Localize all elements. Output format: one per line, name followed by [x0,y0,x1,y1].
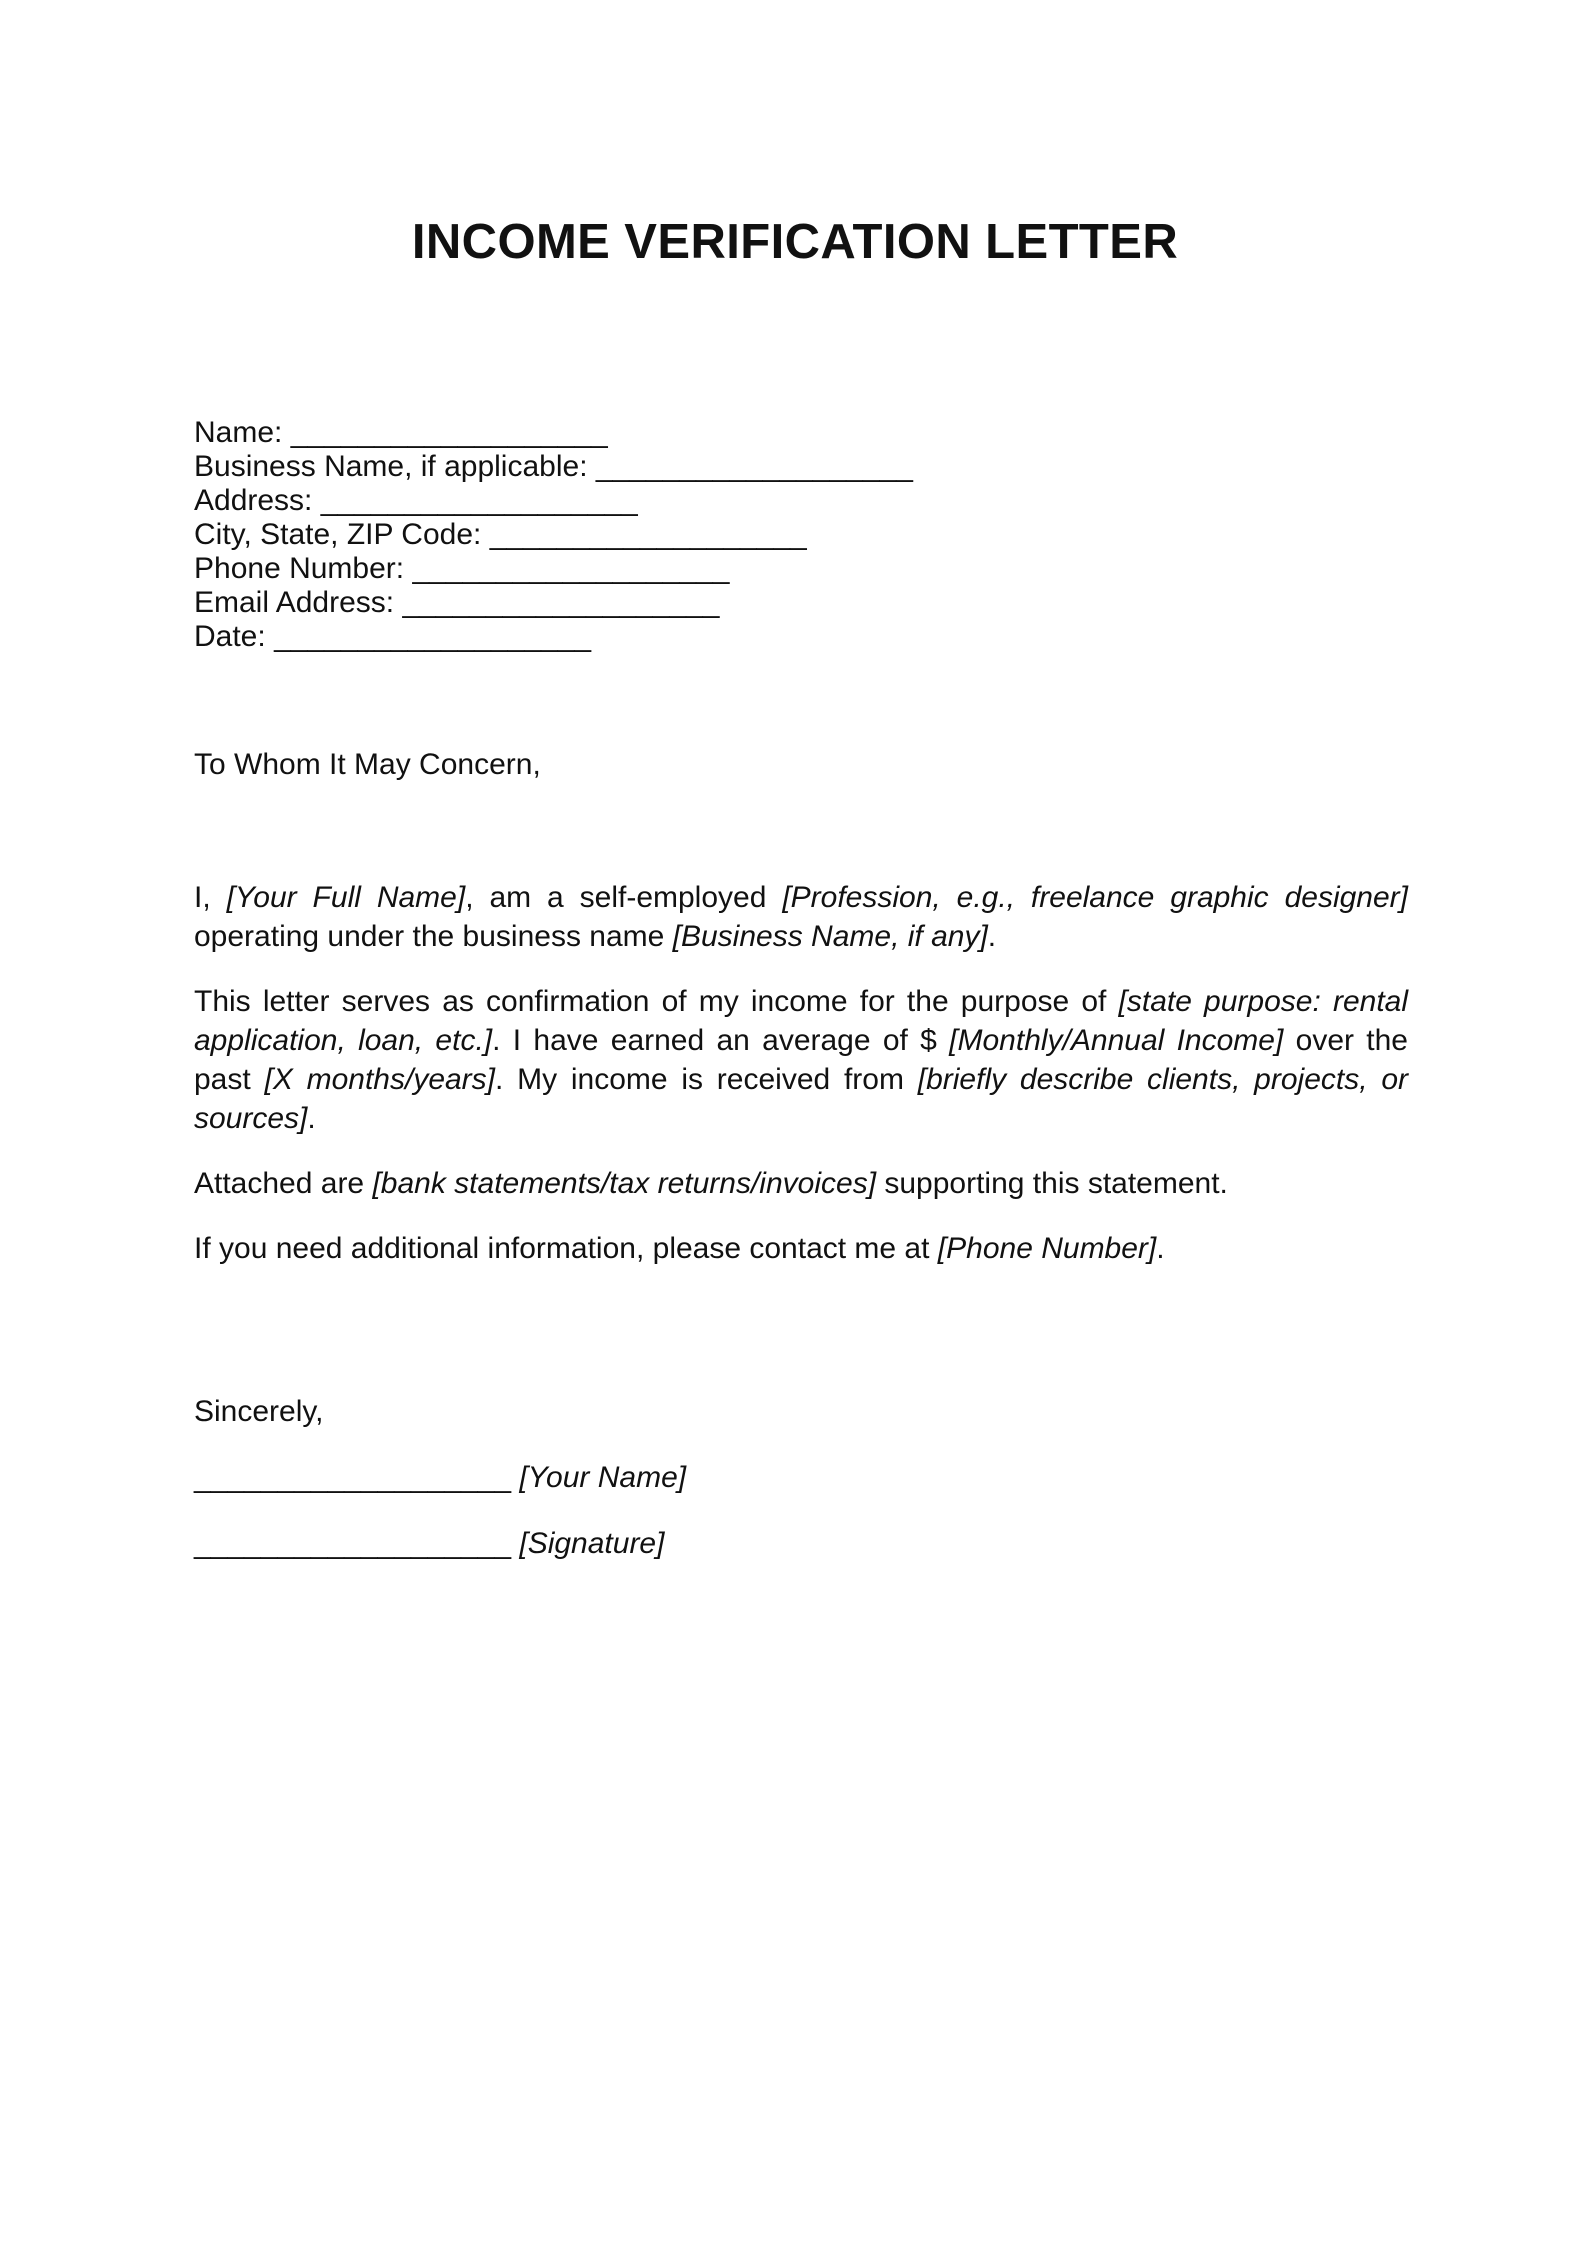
text-run: If you need additional information, please contact me at [194,1232,938,1265]
field-blank: ___________________ [290,416,608,449]
text-run: This letter serves as confirmation of my income for the purpose of [194,985,1119,1018]
placeholder-income-sources: [briefly describe clients, projects, or sources] [194,1063,1409,1135]
text-run: . I have earned an average of $ [492,1024,950,1057]
text-run: . [1156,1232,1165,1265]
signature-line [194,1527,664,1561]
placeholder-signature: [Signature] [519,1527,665,1560]
placeholder-your-name: [Your Name] [519,1461,687,1494]
field-label: Phone Number: [194,552,405,585]
page-title: INCOME VERIFICATION LETTER [411,215,1179,269]
field-blank: ___________________ [489,518,807,551]
field-label: Email Address: [194,586,395,619]
field-blank: ___________________ [412,552,730,585]
signature-blank: ___________________ [194,1527,512,1560]
date-field [194,620,913,654]
placeholder-business-name: [Business Name, if any] [672,920,988,953]
text-run: over the past [194,1024,1408,1096]
placeholder-phone-number: [Phone Number] [937,1232,1157,1265]
name-signature-line [194,1461,686,1495]
paragraph-contact [194,1229,1408,1268]
paragraph-attachments [194,1164,1408,1203]
field-label: Address: [194,484,313,517]
phone-number-field [194,552,913,586]
text-run: operating under the business name [194,920,673,953]
text-run: supporting this statement. [876,1167,1228,1200]
text-run: . [307,1102,316,1135]
placeholder-period: [X months/years] [264,1063,496,1096]
city-state-zip-field [194,518,913,552]
field-blank: ___________________ [320,484,638,517]
text-run: Attached are [194,1167,373,1200]
field-blank: ___________________ [274,620,592,653]
letter-body [194,878,1408,1294]
closing: Sincerely, [194,1395,324,1428]
field-label: Date: [194,620,266,653]
address-field [194,484,913,518]
text-run: . My income is received from [495,1063,918,1096]
signature-blank: ___________________ [194,1461,512,1494]
name-field [194,416,913,450]
text-run: I, [194,881,227,914]
placeholder-purpose: [state purpose: rental application, loan, etc.] [194,985,1409,1057]
placeholder-documents: [bank statements/tax returns/invoices] [372,1167,877,1200]
field-label: City, State, ZIP Code: [194,518,482,551]
paragraph-income-confirmation [194,982,1408,1138]
text-run: . [987,920,997,953]
field-blank: ___________________ [402,586,720,619]
field-label: Name: [194,416,283,449]
sender-info-block [194,416,913,654]
business-name-field [194,450,913,484]
placeholder-full-name: [Your Full Name] [226,881,466,914]
email-address-field [194,586,913,620]
field-label: Business Name, if applicable: [194,450,588,483]
placeholder-income: [Monthly/Annual Income] [949,1024,1284,1057]
salutation: To Whom It May Concern, [194,748,541,781]
placeholder-profession: [Profession, e.g., freelance graphic designer] [782,881,1408,914]
paragraph-self-employment [194,878,1408,956]
text-run: , am a self-employed [465,881,783,914]
field-blank: ___________________ [595,450,913,483]
